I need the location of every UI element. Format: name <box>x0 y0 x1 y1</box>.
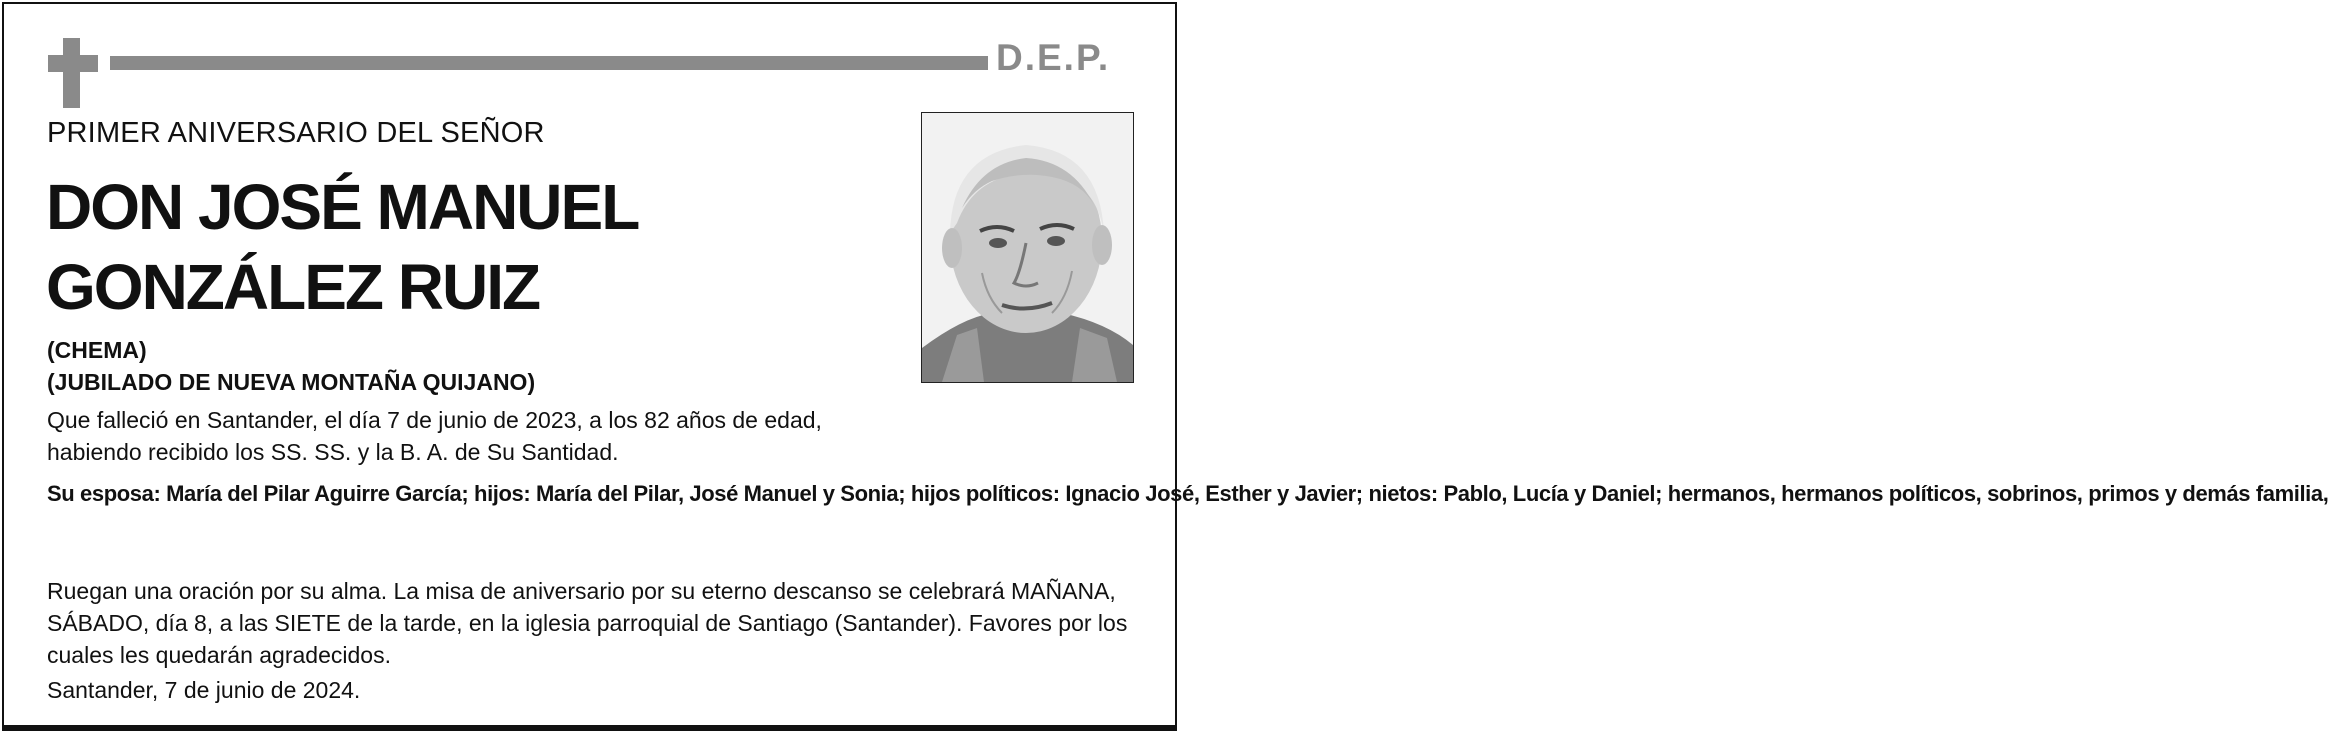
portrait-photo <box>921 112 1134 383</box>
header-rule <box>110 56 988 70</box>
mass-info: Ruegan una oración por su alma. La misa de aniversario por su eterno descanso se celebrará MAÑANA, SÁBADO, día 8, a las SIETE de la tarde, en la iglesia parroquial de Santiago (Santander). Favores por los cuales les quedarán agradecidos. <box>47 578 1128 668</box>
dep-label: D.E.P. <box>996 37 1111 78</box>
death-info: Que falleció en Santander, el día 7 de junio de 2023, a los 82 años de edad, habiendo recibido los SS. SS. y la B. A. de Su Santidad. <box>47 407 822 465</box>
family-list: Su esposa: María del Pilar Aguirre García; hijos: María del Pilar, José Manuel y Sonia; hijos políticos: Ignacio José, Esther y Javier; nietos: Pablo, Lucía y Daniel; hermanos, hermanos políticos, sobrinos, primos y demás familia, <box>47 481 2328 506</box>
cross-icon-bar <box>48 55 98 72</box>
cross-icon <box>63 38 80 108</box>
portrait-icon <box>922 113 1133 382</box>
occupation: (JUBILADO DE NUEVA MONTAÑA QUIJANO) <box>47 369 536 395</box>
deceased-name-line2: GONZÁLEZ RUIZ <box>46 251 540 323</box>
deceased-name-line1: DON JOSÉ MANUEL <box>46 171 639 243</box>
intro-line: PRIMER ANIVERSARIO DEL SEÑOR <box>47 117 545 149</box>
signoff: Santander, 7 de junio de 2024. <box>47 677 361 703</box>
nickname: (CHEMA) <box>47 337 147 363</box>
